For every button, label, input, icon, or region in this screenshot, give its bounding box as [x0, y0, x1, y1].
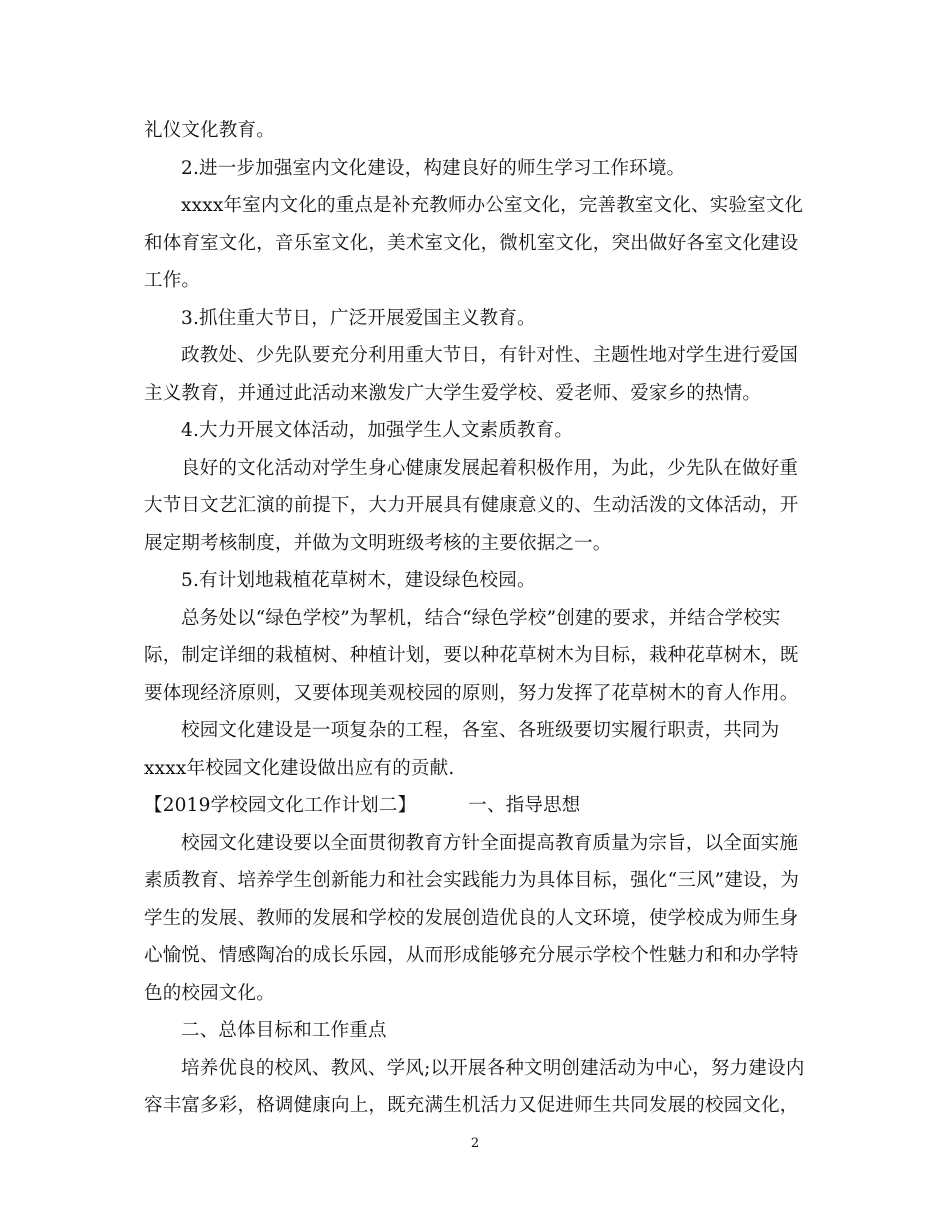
section-title: 【2019学校园文化工作计划二】	[144, 795, 417, 816]
paragraph: 培养优良的校风、教风、学风;以开展各种文明创建活动为中心，努力建设内容丰富多彩，格调健康向上，既充满生机活力又促进师生共同发展的校园文化，	[144, 1057, 805, 1116]
paragraph: xxxx年室内文化的重点是补充教师办公室文化，完善教室文化、实验室文化和体育室文化，音乐室文化，美术室文化，微机室文化，突出做好各室文化建设工作。	[144, 195, 804, 291]
document-body	[144, 112, 808, 1125]
page-number: 2	[470, 1136, 480, 1151]
paragraph: 5.有计划地栽植花草树木，建设绿色校园。	[181, 570, 536, 591]
paragraph: 2.进一步加强室内文化建设，构建良好的师生学习工作环境。	[181, 157, 686, 179]
paragraph: 良好的文化活动对学生身心健康发展起着积极作用，为此，少先队在做好重大节日文艺汇演的前提下，大力开展具有健康意义的、生动活泼的文体活动，开展定期考核制度，并做为文明班级考核的主要依据之一。	[144, 457, 799, 554]
paragraph: 校园文化建设是一项复杂的工程，各室、各班级要切实履行职责，共同为xxxx年校园文化建设做出应有的贡献.	[144, 720, 780, 779]
paragraph: 3.抓住重大节日，广泛开展爱国主义教育。	[181, 307, 536, 329]
paragraph: 总务处以“绿色学校”为挈机，结合“绿色学校”创建的要求，并结合学校实际，制定详细的栽植树、种植计划，要以种花草树木为目标，栽种花草树木，既要体现经济原则，又要体现美观校园的原则，努力发挥了花草树木的育人作用。	[144, 607, 799, 704]
section-heading	[144, 787, 808, 825]
paragraph: 4.大力开展文体活动，加强学生人文素质教育。	[181, 420, 574, 441]
section-subtitle: 一、指导思想	[468, 795, 581, 816]
paragraph: 校园文化建设要以全面贯彻教育方针全面提高教育质量为宗旨，以全面实施素质教育、培养学生创新能力和社会实践能力为具体目标，强化“三风”建设，为学生的发展、教师的发展和学校的发展创造优良的人文环境，使学校成为师生身心愉悦、情感陶冶的成长乐园，从而形成能够充分展示学校个性魅力和和办学特色的校园文化。	[144, 832, 800, 1004]
paragraph: 政教处、少先队要充分利用重大节日，有针对性、主题性地对学生进行爱国主义教育，并通过此活动来激发广大学生爱学校、爱老师、爱家乡的热情。	[144, 345, 799, 404]
subheading: 二、总体目标和工作重点	[181, 1020, 387, 1041]
paragraph: 礼仪文化教育。	[144, 120, 275, 141]
